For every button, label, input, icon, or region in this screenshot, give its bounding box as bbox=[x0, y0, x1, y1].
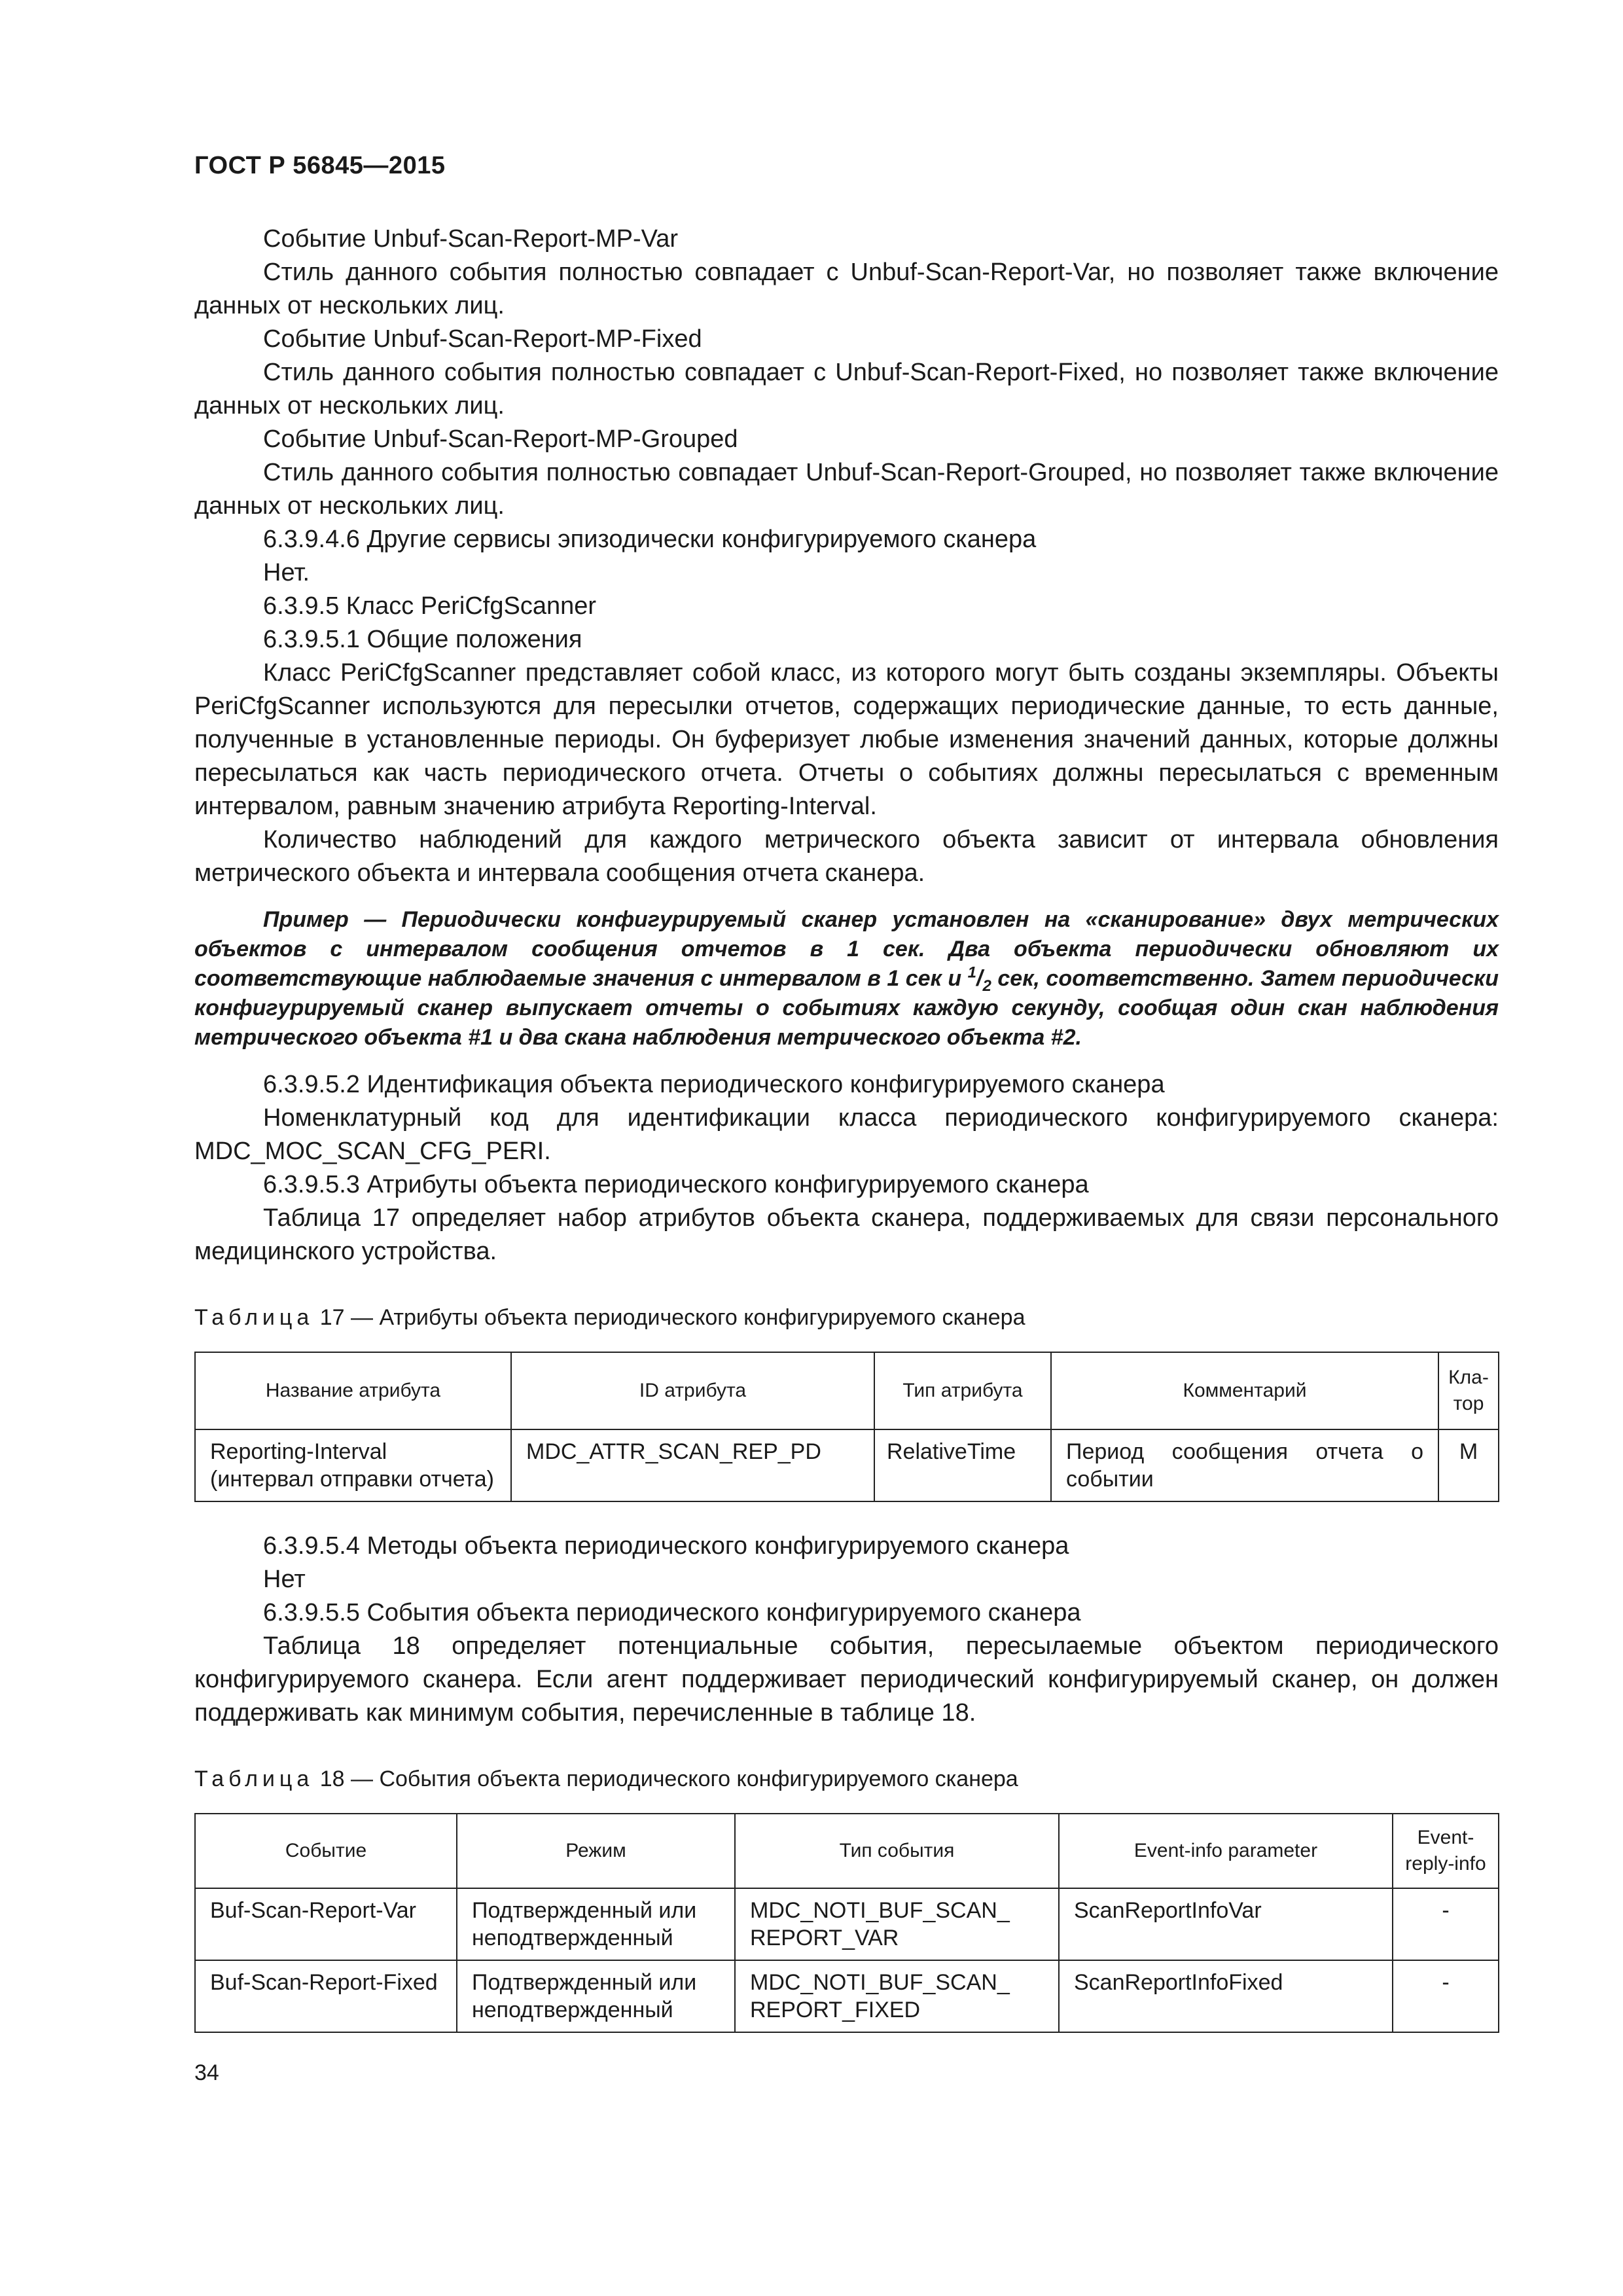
table-cell: Buf-Scan-Report-Fixed bbox=[195, 1960, 457, 2032]
table-cell: Период сообщения отчета о событии bbox=[1051, 1429, 1438, 1501]
paragraph: Стиль данного события полностью совпадает с Unbuf-Scan-Report-Var, но позволяет также включение данных от нескольких лиц. bbox=[194, 259, 1499, 319]
fraction-denominator: 2 bbox=[982, 977, 991, 995]
paragraph: Номенклатурный код для идентификации класса периодического конфигурируемого сканера: MDC_MOC_SCAN_CFG_PERI. bbox=[194, 1104, 1499, 1165]
paragraph: Таблица 17 определяет набор атрибутов объекта сканера, поддерживаемых для связи персонального медицинского устройства. bbox=[194, 1204, 1499, 1265]
section-heading: 6.3.9.5 Класс PeriCfgScanner bbox=[263, 592, 597, 620]
standard-header: ГОСТ Р 56845—2015 bbox=[194, 152, 446, 179]
paragraph: Таблица 18 определяет потенциальные события, пересылаемые объектом периодического конфигурируемого сканера. Если агент поддерживает периодический конфигурируемый сканер, он должен поддерживать как минимум события, перечисленные в таблице 18. bbox=[194, 1632, 1499, 1727]
paragraph: Нет. bbox=[263, 559, 310, 586]
table-cell: MDC_NOTI_BUF_SCAN_ REPORT_VAR bbox=[735, 1888, 1059, 1960]
paragraph: Событие Unbuf-Scan-Report-MP-Var bbox=[263, 225, 678, 253]
page-number: 34 bbox=[194, 2060, 219, 2085]
section-heading: 6.3.9.4.6 Другие сервисы эпизодически конфигурируемого сканера bbox=[263, 526, 1037, 553]
table-header-cell: Событие bbox=[195, 1814, 457, 1888]
table-header-cell: Тип атрибута bbox=[874, 1352, 1051, 1429]
example-text: сек, соответственно. Затем периодически конфигурируемый сканер выпускает отчеты о событиях каждую секунду, сообщая один скан наблюдения метрического объекта #1 и два скана наблюдения метрического объекта #2. bbox=[194, 966, 1499, 1050]
fraction-numerator: 1 bbox=[967, 963, 977, 982]
table-cell: - bbox=[1393, 1888, 1499, 1960]
table-row bbox=[195, 1960, 1499, 2032]
paragraph: Событие Unbuf-Scan-Report-MP-Fixed bbox=[263, 325, 702, 353]
paragraph: Стиль данного события полностью совпадает с Unbuf-Scan-Report-Fixed, но позволяет также включение данных от нескольких лиц. bbox=[194, 359, 1499, 420]
table-cell: - bbox=[1393, 1960, 1499, 2032]
example-text: Пример — Периодически конфигурируемый сканер установлен на «сканирование» двух метрических объектов с интервалом сообщения отчетов в 1 сек. Два объекта периодически обновляют их соответствующие наблюдаемые значения с интервалом в 1 сек и bbox=[194, 907, 1499, 991]
table-caption-word: Таблица bbox=[194, 1305, 314, 1330]
table-cell: M bbox=[1438, 1429, 1499, 1501]
paragraph: Количество наблюдений для каждого метрического объекта зависит от интервала обновления метрического объекта и интервала сообщения отчета сканера. bbox=[194, 826, 1499, 887]
example-note: Пример — Периодически конфигурируемый сканер установлен на «сканирование» двух метрических объектов с интервалом сообщения отчетов в 1 сек. Два объекта периодически обновляют их соответствующие наблюдаемые значения с интервалом в 1 сек и $^1/_2$ сек, соответственно. Затем периодически конфигурируемый сканер выпускает отчеты о событиях каждую секунду, сообщая один скан наблюдения метрического объекта #1 и два скана наблюдения метрического объекта #2. bbox=[194, 907, 1499, 1050]
table-header-cell: Комментарий bbox=[1051, 1352, 1438, 1429]
paragraph: Класс PeriCfgScanner представляет собой класс, из которого могут быть созданы экземпляры. Объекты PeriCfgScanner используются для пересылки отчетов, содержащих периодические данные, то есть данные, полученные в установленные периоды. Он буферизует любые изменения значений данных, которые должны пересылаться как часть периодического отчета. Отчеты о событиях должны пересылаться с временным интервалом, равным значению атрибута Reporting-Interval. bbox=[194, 659, 1499, 820]
table-cell: ScanReportInfoFixed bbox=[1059, 1960, 1393, 2032]
table-header-cell: Кла-тор bbox=[1438, 1352, 1499, 1429]
table-header-row bbox=[195, 1814, 1499, 1888]
table-caption-text: 17 — Атрибуты объекта периодического конфигурируемого сканера bbox=[313, 1305, 1026, 1330]
table-caption-word: Таблица bbox=[194, 1767, 314, 1791]
table-header-row bbox=[195, 1352, 1499, 1429]
table-row bbox=[195, 1429, 1499, 1501]
table-cell: Подтвержденный или неподтвержденный bbox=[457, 1960, 735, 2032]
table-header-cell: Тип события bbox=[735, 1814, 1059, 1888]
paragraph: Стиль данного события полностью совпадает Unbuf-Scan-Report-Grouped, но позволяет также включение данных от нескольких лиц. bbox=[194, 459, 1499, 520]
table-cell: MDC_NOTI_BUF_SCAN_ REPORT_FIXED bbox=[735, 1960, 1059, 2032]
document-body bbox=[194, 223, 1499, 2033]
table-row bbox=[195, 1888, 1499, 1960]
table-18 bbox=[194, 1813, 1499, 2033]
paragraph: Событие Unbuf-Scan-Report-MP-Grouped bbox=[263, 425, 738, 453]
table-cell: Подтвержденный или неподтвержденный bbox=[457, 1888, 735, 1960]
table-header-cell: Event-info parameter bbox=[1059, 1814, 1393, 1888]
table-header-cell: Название атрибута bbox=[195, 1352, 511, 1429]
paragraph: Нет bbox=[263, 1566, 306, 1593]
section-heading: 6.3.9.5.1 Общие положения bbox=[263, 626, 582, 653]
table-header-cell: Режим bbox=[457, 1814, 735, 1888]
section-heading: 6.3.9.5.2 Идентификация объекта периодического конфигурируемого сканера bbox=[263, 1071, 1165, 1098]
table-cell: MDC_ATTR_SCAN_REP_PD bbox=[511, 1429, 874, 1501]
table-cell: Buf-Scan-Report-Var bbox=[195, 1888, 457, 1960]
section-heading: 6.3.9.5.5 События объекта периодического конфигурируемого сканера bbox=[263, 1599, 1081, 1626]
table-cell: RelativeTime bbox=[874, 1429, 1051, 1501]
table-cell: Reporting-Interval (интервал отправки отчета) bbox=[195, 1429, 511, 1501]
table-cell: ScanReportInfoVar bbox=[1059, 1888, 1393, 1960]
table-header-cell: ID атрибута bbox=[511, 1352, 874, 1429]
table-18-caption bbox=[194, 1765, 1499, 1793]
table-17 bbox=[194, 1352, 1499, 1502]
table-caption-text: 18 — События объекта периодического конфигурируемого сканера bbox=[313, 1767, 1018, 1791]
table-header-cell: Event-reply-info bbox=[1393, 1814, 1499, 1888]
table-17-caption bbox=[194, 1303, 1499, 1332]
section-heading: 6.3.9.5.3 Атрибуты объекта периодического конфигурируемого сканера bbox=[263, 1171, 1089, 1198]
section-heading: 6.3.9.5.4 Методы объекта периодического конфигурируемого сканера bbox=[263, 1532, 1069, 1560]
